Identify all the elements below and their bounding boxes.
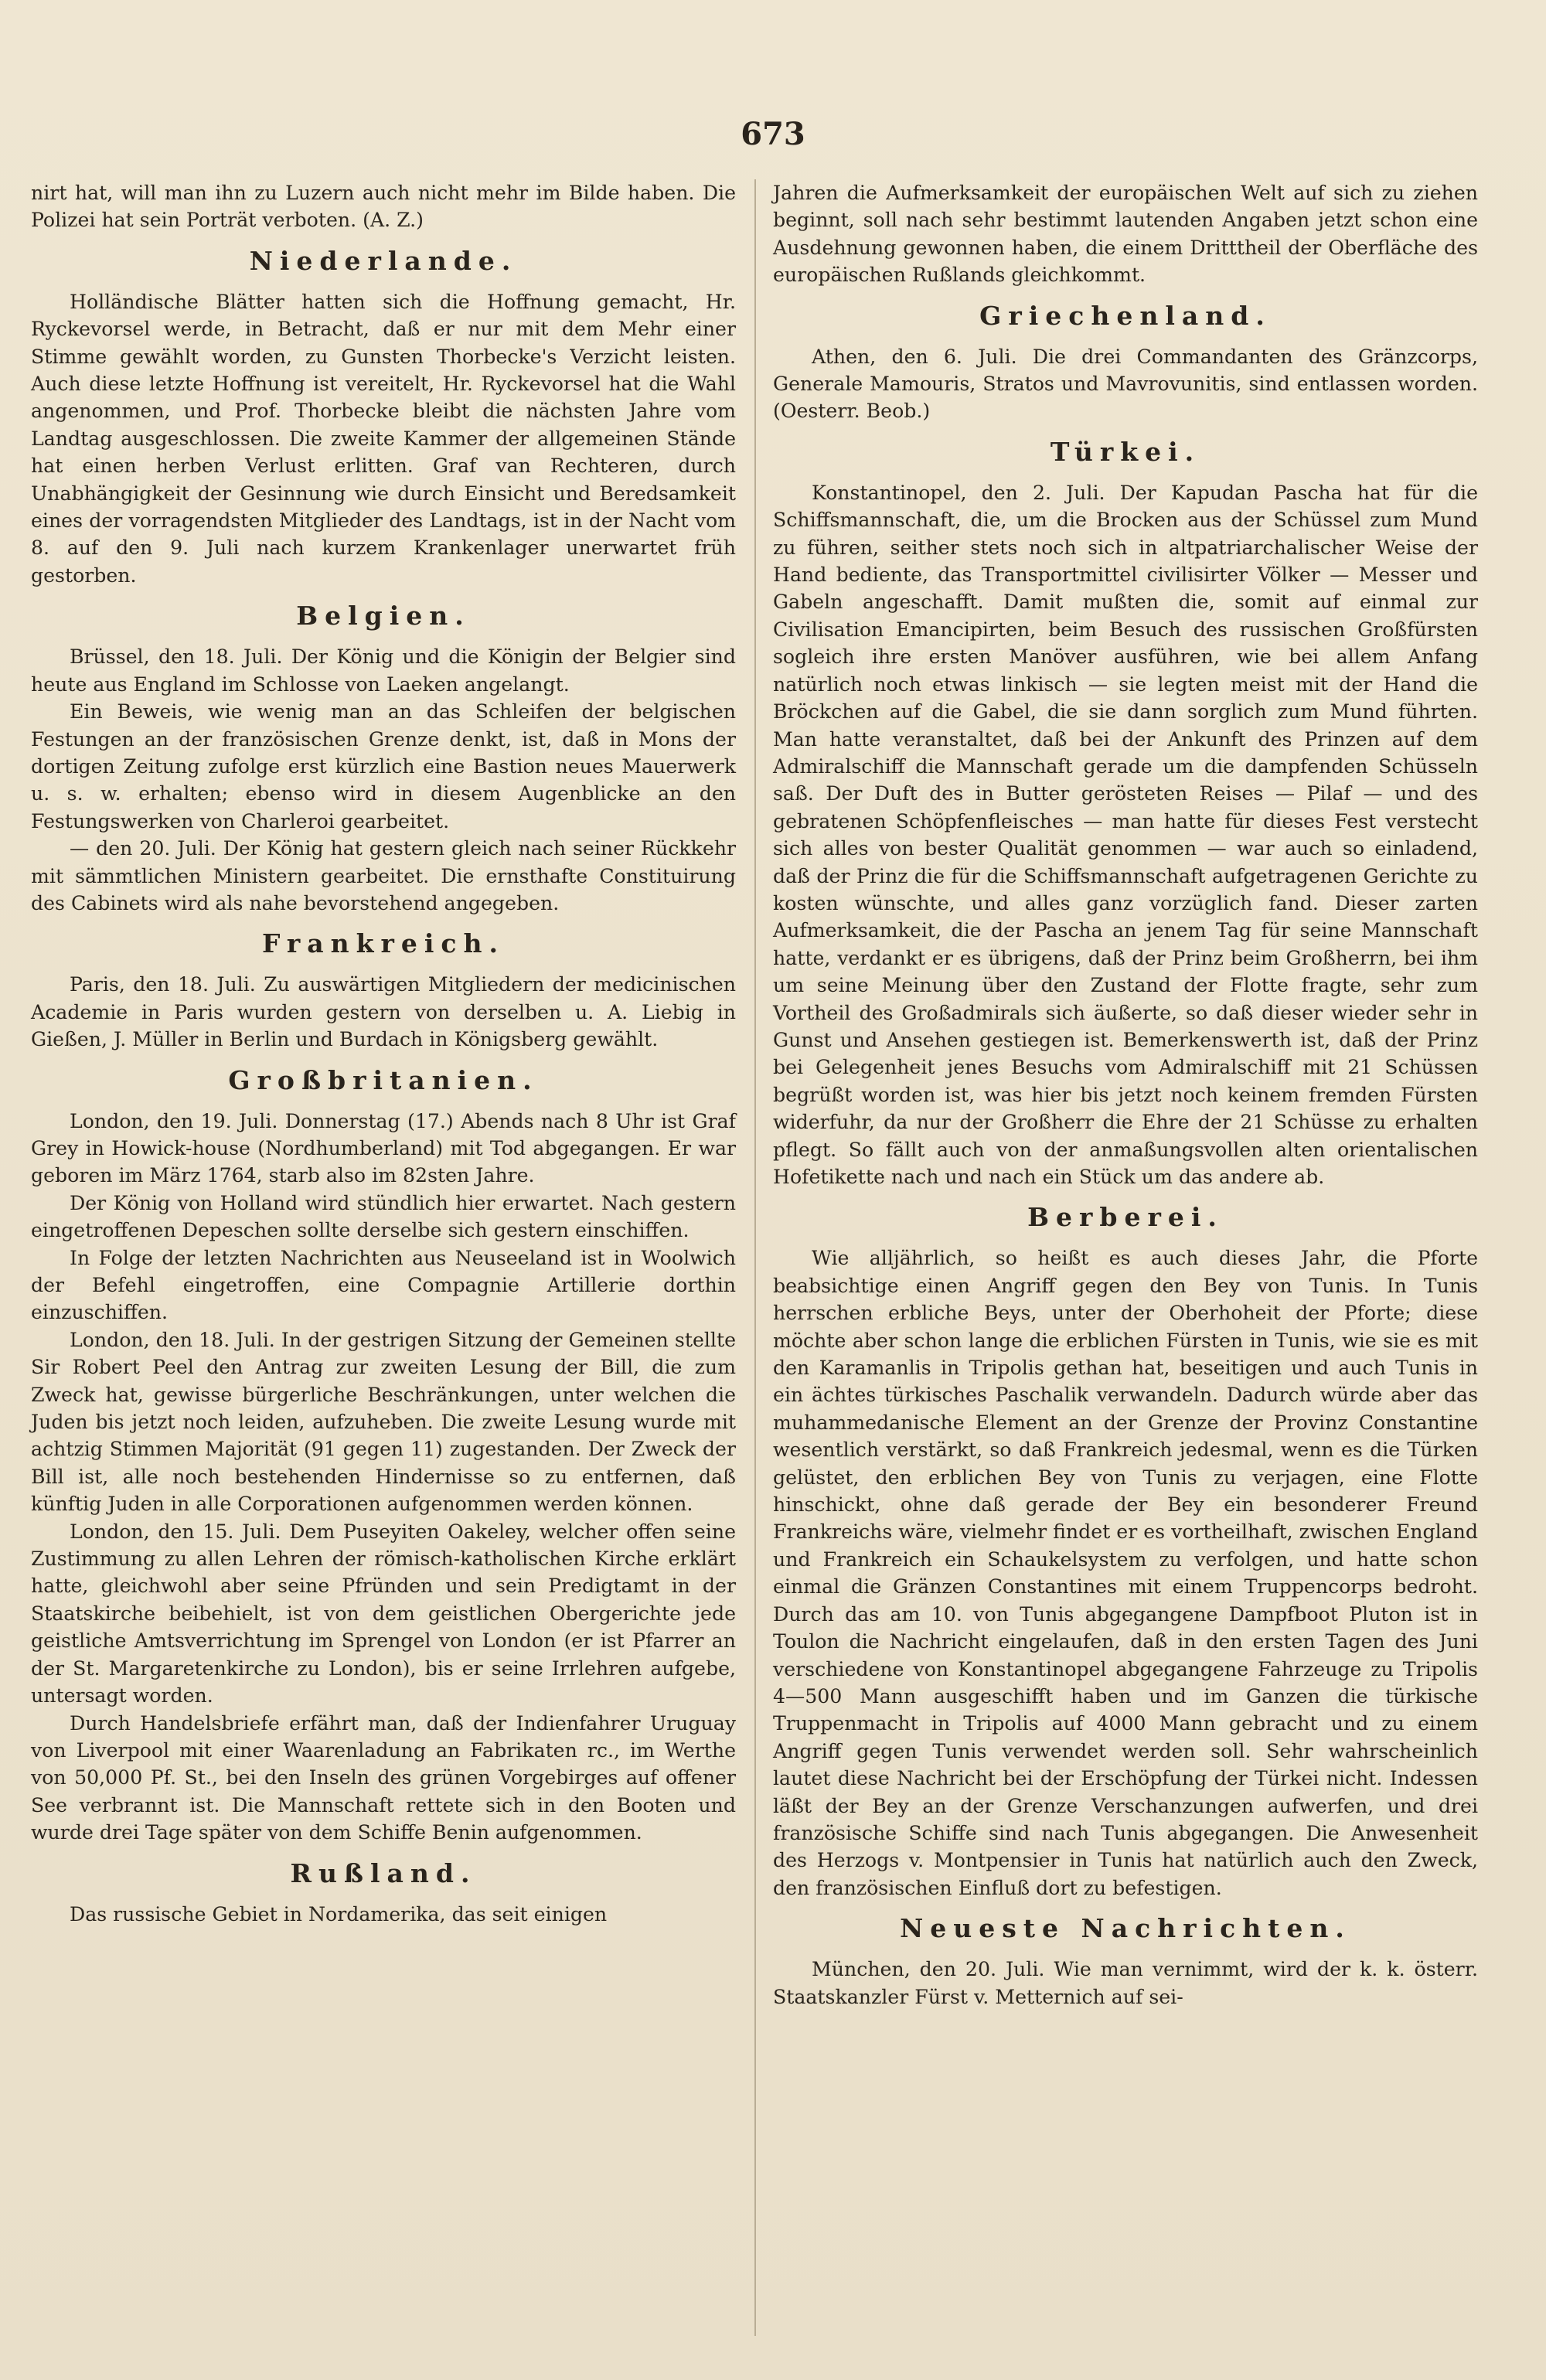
column-divider: [754, 179, 756, 2336]
article-paragraph: Konstantinopel, den 2. Juli. Der Kapudan Pascha hat für die Schiffsmannschaft, die, um die Brocken aus der Schüssel zum Mund zu führen, seither stets noch sich in altpatriarchalischer Weise der Hand bediente, das Transportmittel civilisirter Völker — Messer und Gabeln angeschafft. Damit mußten die, somit auf einmal zur Civilisation Emancipirten, beim Besuch des russischen Großfürsten sogleich ihre ersten Manöver ausführen, wie bei allem Anfang natürlich noch etwas linkisch — sie legten meist mit der Hand die Bröckchen auf die Gabel, die sie dann sorglich zum Mund führten. Man hatte veranstaltet, daß bei der Ankunft des Prinzen auf dem Admiralschiff die Mannschaft gerade um die dampfenden Schüsseln saß. Der Duft des in Butter gerösteten Reises — Pilaf — und des gebratenen Schöpfenfleisches — man hatte für dieses Fest verstecht sich alles von bester Qualität genommen — war auch so einladend, daß der Prinz die für die Schiffsmannschaft aufgetragenen Gerichte zu kosten wünschte, und alles ganz vorzüglich fand. Dieser zarten Aufmerksamkeit, die der Pascha an jenem Tag für seine Mannschaft hatte, verdankt er es übrigens, daß der Prinz beim Großherrn, bei ihm um seine Meinung über den Zustand der Flotte fragte, sehr zum Vortheil des Großadmirals sich äußerte, so daß dieser wieder sehr in Gunst und Ansehen gestiegen ist. Bemerkenswerth ist, daß der Prinz bei Gelegenheit jenes Besuchs vom Admiralschiff mit 21 Schüssen begrüßt worden ist, was hier bis jetzt noch keinem fremden Fürsten widerfuhr, da nur der Großherr die Ehre der 21 Schüsse zu erhalten pflegt. So fällt auch von der anmaßungsvollen alten orientalischen Hofetikette nach und nach ein Stück um das andere ab.: [773, 481, 1478, 1188]
article-paragraph: Ein Beweis, wie wenig man an das Schleifen der belgischen Festungen an der französischen Grenze denkt, ist, daß in Mons der dortigen Zeitung zufolge erst kürzlich eine Bastion neues Mauerwerk u. s. w. erhalten; ebenso wird in diesem Augenblicke an den Festungswerken von Charleroi gearbeitet.: [31, 700, 736, 832]
article-paragraph: Das russische Gebiet in Nordamerika, das seit einigen: [70, 1902, 608, 1925]
article-paragraph: London, den 15. Juli. Dem Puseyiten Oakeley, welcher offen seine Zustimmung zu allen Lehren der römisch-katholischen Kirche erklärt hatte, gleichwohl aber seine Pfründen und sein Predigtamt in der Staatskirche beibehielt, ist von dem geistlichen Obergerichte jede geistliche Amtsverrichtung im Sprengel von London (er ist Pfarrer an der St. Margaretenkirche zu London), bis er seine Irrlehren aufgebe, untersagt worden.: [31, 1520, 736, 1708]
article-paragraph: In Folge der letzten Nachrichten aus Neuseeland ist in Woolwich der Befehl eingetroffen, eine Compagnie Artillerie dorthin einzuschiffen.: [31, 1246, 736, 1324]
article-paragraph: Durch Handelsbriefe erfährt man, daß der Indienfahrer Uruguay von Liverpool mit einer Waarenladung an Fabrikaten rc., im Werthe von 50,000 Pf. St., bei den Inseln des grünen Vorgebirges auf offener See verbrannt ist. Die Mannschaft rettete sich in den Booten und wurde drei Tage später von dem Schiffe Benin aufgenommen.: [31, 1711, 736, 1844]
article-paragraph: Paris, den 18. Juli. Zu auswärtigen Mitgliedern der medicinischen Academie in Paris wurden gestern von derselben u. A. Liebig in Gießen, J. Müller in Berlin und Burdach in Königsberg gewählt.: [31, 973, 736, 1051]
article-paragraph: Brüssel, den 18. Juli. Der König und die Königin der Belgier sind heute aus England im Schlosse von Laeken angelangt.: [31, 645, 736, 696]
article-paragraph: Wie alljährlich, so heißt es auch dieses Jahr, die Pforte beabsichtige einen Angriff gegen den Bey von Tunis. In Tunis herrschen erbliche Beys, unter der Oberhoheit der Pforte; diese möchte aber schon lange die erblichen Fürsten in Tunis, wie sie es mit den Karamanlis in Tripolis gethan hat, beseitigen und auch Tunis in ein ächtes türkisches Paschalik verwandeln. Dadurch würde aber das muhammedanische Element an der Grenze der Provinz Constantine wesentlich verstärkt, so daß Frankreich jedesmal, wenn es die Türken gelüstet, den erblichen Bey von Tunis zu verjagen, eine Flotte hinschickt, ohne daß gerade der Bey ein besonderer Freund Frankreichs wäre, vielmehr findet er es vortheilhaft, zwischen England und Frankreich ein Schaukelsystem zu verfolgen, und hatte schon einmal die Gränzen Constantines mit einem Truppencorps bedroht. Durch das am 10. von Tunis abgegangene Dampfboot Pluton ist in Toulon die Nachricht eingelaufen, daß in den ersten Tagen des Juni verschiedene von Konstantinopel abgegangene Fahrzeuge zu Tripolis 4—500 Mann ausgeschifft haben und im Ganzen die türkische Truppenmacht in Tripolis auf 4000 Mann gebracht und zu einem Angriff gegen Tunis verwendet werden soll. Sehr wahrscheinlich lautet diese Nachricht bei der Erschöpfung der Türkei nicht. Indessen läßt der Bey an der Grenze Verschanzungen aufwerfen, und drei französische Schiffe sind nach Tunis abgegangen. Die Anwesenheit des Herzogs v. Montpensier in Tunis hat natürlich auch den Zweck, den französischen Einfluß dort zu befestigen.: [773, 1247, 1479, 1899]
article-paragraph: London, den 18. Juli. In der gestrigen Sitzung der Gemeinen stellte Sir Robert Peel den Antrag zur zweiten Lesung der Bill, die zum Zweck hat, gewisse bürgerliche Beschränkungen, unter welchen die Juden bis jetzt noch leiden, aufzuheben. Die zweite Lesung wurde mit achtzig Stimmen Majorität (91 gegen 11) zugestanden. Der Zweck der Bill ist, alle noch bestehenden Hindernisse so zu entfernen, daß künftig Juden in alle Corporationen aufgenommen werden können.: [31, 1328, 736, 1516]
article-paragraph: Athen, den 6. Juli. Die drei Commandanten des Gränzcorps, Generale Mamouris, Stratos und Mavrovunitis, sind entlassen worden. (Oesterr. Beob.): [773, 345, 1478, 423]
article-paragraph: London, den 19. Juli. Donnerstag (17.) Abends nach 8 Uhr ist Graf Grey in Howick-house (Nordhumberland) mit Tod abgegangen. Er war geboren im März 1764, starb also im 82sten Jahre.: [31, 1109, 736, 1187]
article-paragraph: — den 20. Juli. Der König hat gestern gleich nach seiner Rückkehr mit sämmtlichen Ministern gearbeitet. Die ernsthafte Constituirung des Cabinets wird als nahe bevorstehend angegeben.: [31, 837, 736, 914]
right-column: [773, 179, 1478, 2011]
section-heading-niederlande: Niederlande.: [249, 245, 518, 276]
left-column: [31, 179, 736, 1928]
section-heading-berberei: Berberei.: [1027, 1202, 1224, 1233]
section-heading-russland: Rußland.: [290, 1857, 477, 1888]
section-heading-tuerkei: Türkei.: [1050, 436, 1201, 467]
page-number: 673: [741, 116, 805, 152]
section-heading-frankreich: Frankreich.: [262, 928, 505, 959]
section-heading-grossbritanien: Großbritanien.: [228, 1064, 539, 1095]
section-heading-neueste-nachrichten: Neueste Nachrichten.: [900, 1913, 1351, 1944]
section-heading-belgien: Belgien.: [296, 601, 471, 632]
article-paragraph: nirt hat, will man ihn zu Luzern auch nicht mehr im Bilde haben. Die Polizei hat sein Porträt verboten. (A. Z.): [31, 182, 736, 232]
article-paragraph: Der König von Holland wird stündlich hier erwartet. Nach gestern eingetroffenen Depeschen sollte derselbe sich gestern einschiffen.: [31, 1191, 736, 1242]
article-paragraph: Holländische Blätter hatten sich die Hoffnung gemacht, Hr. Ryckevorsel werde, in Betracht, daß er nur mit dem Mehr einer Stimme gewählt worden, zu Gunsten Thorbecke's Verzicht leisten. Auch diese letzte Hoffnung ist vereitelt, Hr. Ryckevorsel hat die Wahl angenommen, und Prof. Thorbecke bleibt die nächsten Jahre vom Landtag ausgeschlossen. Die zweite Kammer der allgemeinen Stände hat einen herben Verlust erlitten. Graf van Rechteren, durch Unabhängigkeit der Gesinnung wie durch Einsicht und Beredsamkeit eines der vorragendsten Mitglieder des Landtags, ist in der Nacht vom 8. auf den 9. Juli nach kurzem Krankenlager unerwartet früh gestorben.: [31, 290, 736, 587]
article-paragraph: München, den 20. Juli. Wie man vernimmt, wird der k. k. österr. Staatskanzler Fürst v. Metternich auf sei-: [773, 1958, 1478, 2008]
section-heading-griechenland: Griechenland.: [979, 300, 1272, 331]
article-paragraph: Jahren die Aufmerksamkeit der europäischen Welt auf sich zu ziehen beginnt, soll nach sehr bestimmt lautenden Angaben jetzt schon eine Ausdehnung gewonnen haben, die einem Dritttheil der Oberfläche des europäischen Rußlands gleichkommt.: [773, 182, 1478, 287]
